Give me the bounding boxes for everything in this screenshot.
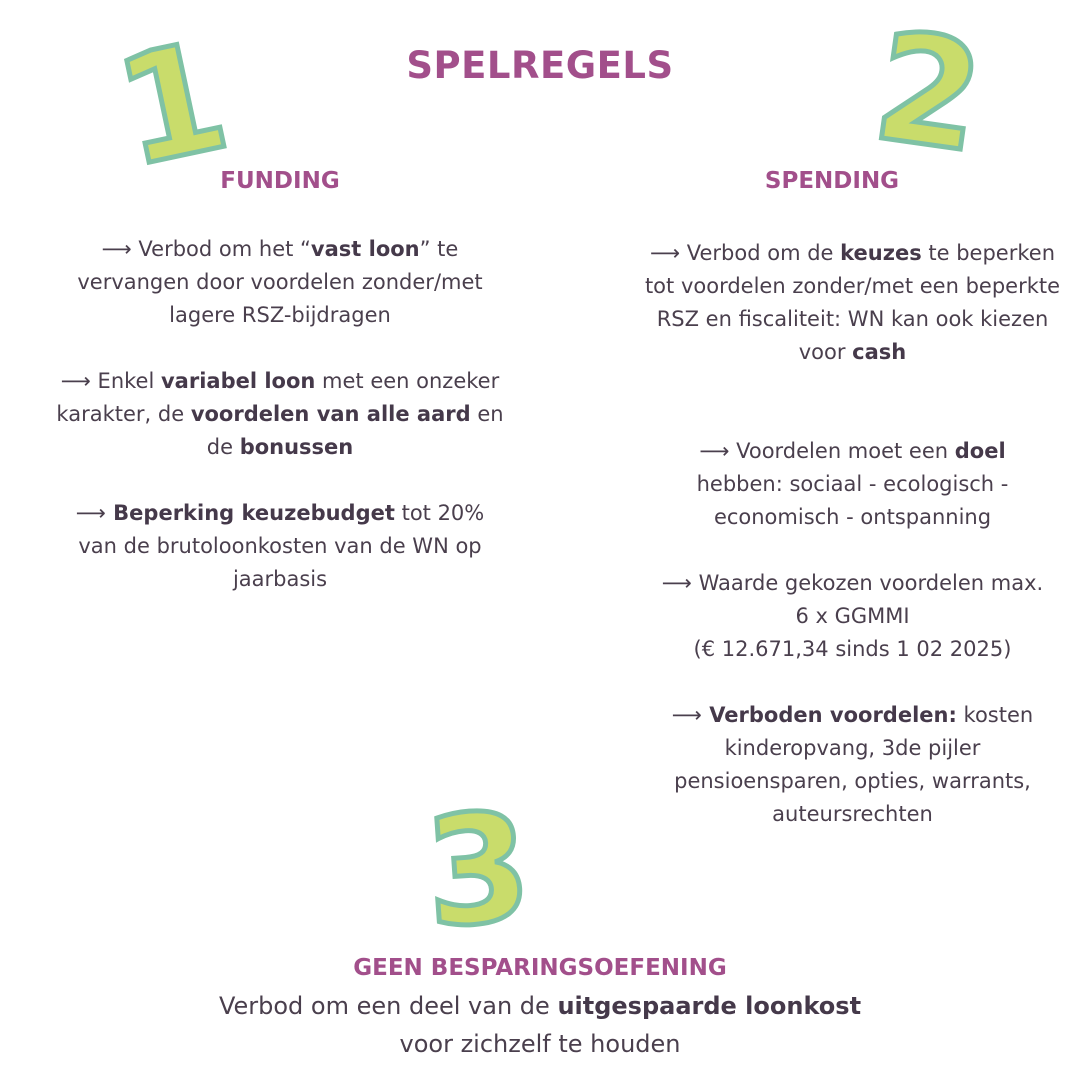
number-three-text: 3 xyxy=(419,780,537,962)
page-title: SPELREGELS xyxy=(406,44,674,87)
arrow-icon: ⟶ xyxy=(671,703,702,727)
funding-rule-1: ⟶ Verbod om het “vast loon” te vervangen door voordelen zonder/met lagere RSZ-bijdragen xyxy=(77,237,483,327)
spending-heading: SPENDING xyxy=(764,168,900,194)
funding-rule-3: ⟶ Beperking keuzebudget tot 20% van de brutoloonkosten van de WN op jaarbasis xyxy=(75,501,485,591)
number-three-graphic xyxy=(418,780,538,962)
arrow-icon: ⟶ xyxy=(699,439,730,463)
savings-heading: GEEN BESPARINGSOEFENING xyxy=(353,955,727,981)
number-one-text: 1 xyxy=(103,9,242,202)
spending-rule-1: ⟶ Verbod om de keuzes te beperken tot voordelen zonder/met een beperkte RSZ en fiscaliteit: WN kan ook kiezen voor cash xyxy=(644,241,1061,364)
spending-rule-2: ⟶ Voordelen moet een doel hebben: sociaal - ecologisch - economisch - ontspanning xyxy=(696,439,1009,529)
funding-rule-2: ⟶ Enkel variabel loon met een onzeker karakter, de voordelen van alle aard en de bonussen xyxy=(56,369,504,459)
arrow-icon: ⟶ xyxy=(649,241,681,265)
spending-rule-3: ⟶ Waarde gekozen voordelen max. 6 x GGMMI (€ 12.671,34 sinds 1 02 2025) xyxy=(661,571,1044,661)
arrow-icon: ⟶ xyxy=(661,571,692,595)
spending-rule-4: ⟶ Verboden voordelen: kosten kinderopvang, 3de pijler pensioensparen, opties, warrants, auteursrechten xyxy=(671,703,1034,826)
savings-text: Verbod om een deel van de uitgespaarde loonkost voor zichzelf te houden xyxy=(218,992,862,1058)
arrow-icon: ⟶ xyxy=(60,369,91,393)
arrow-icon: ⟶ xyxy=(75,501,106,525)
number-two-text: 2 xyxy=(864,0,993,187)
arrow-icon: ⟶ xyxy=(101,237,132,261)
funding-heading: FUNDING xyxy=(220,168,340,194)
